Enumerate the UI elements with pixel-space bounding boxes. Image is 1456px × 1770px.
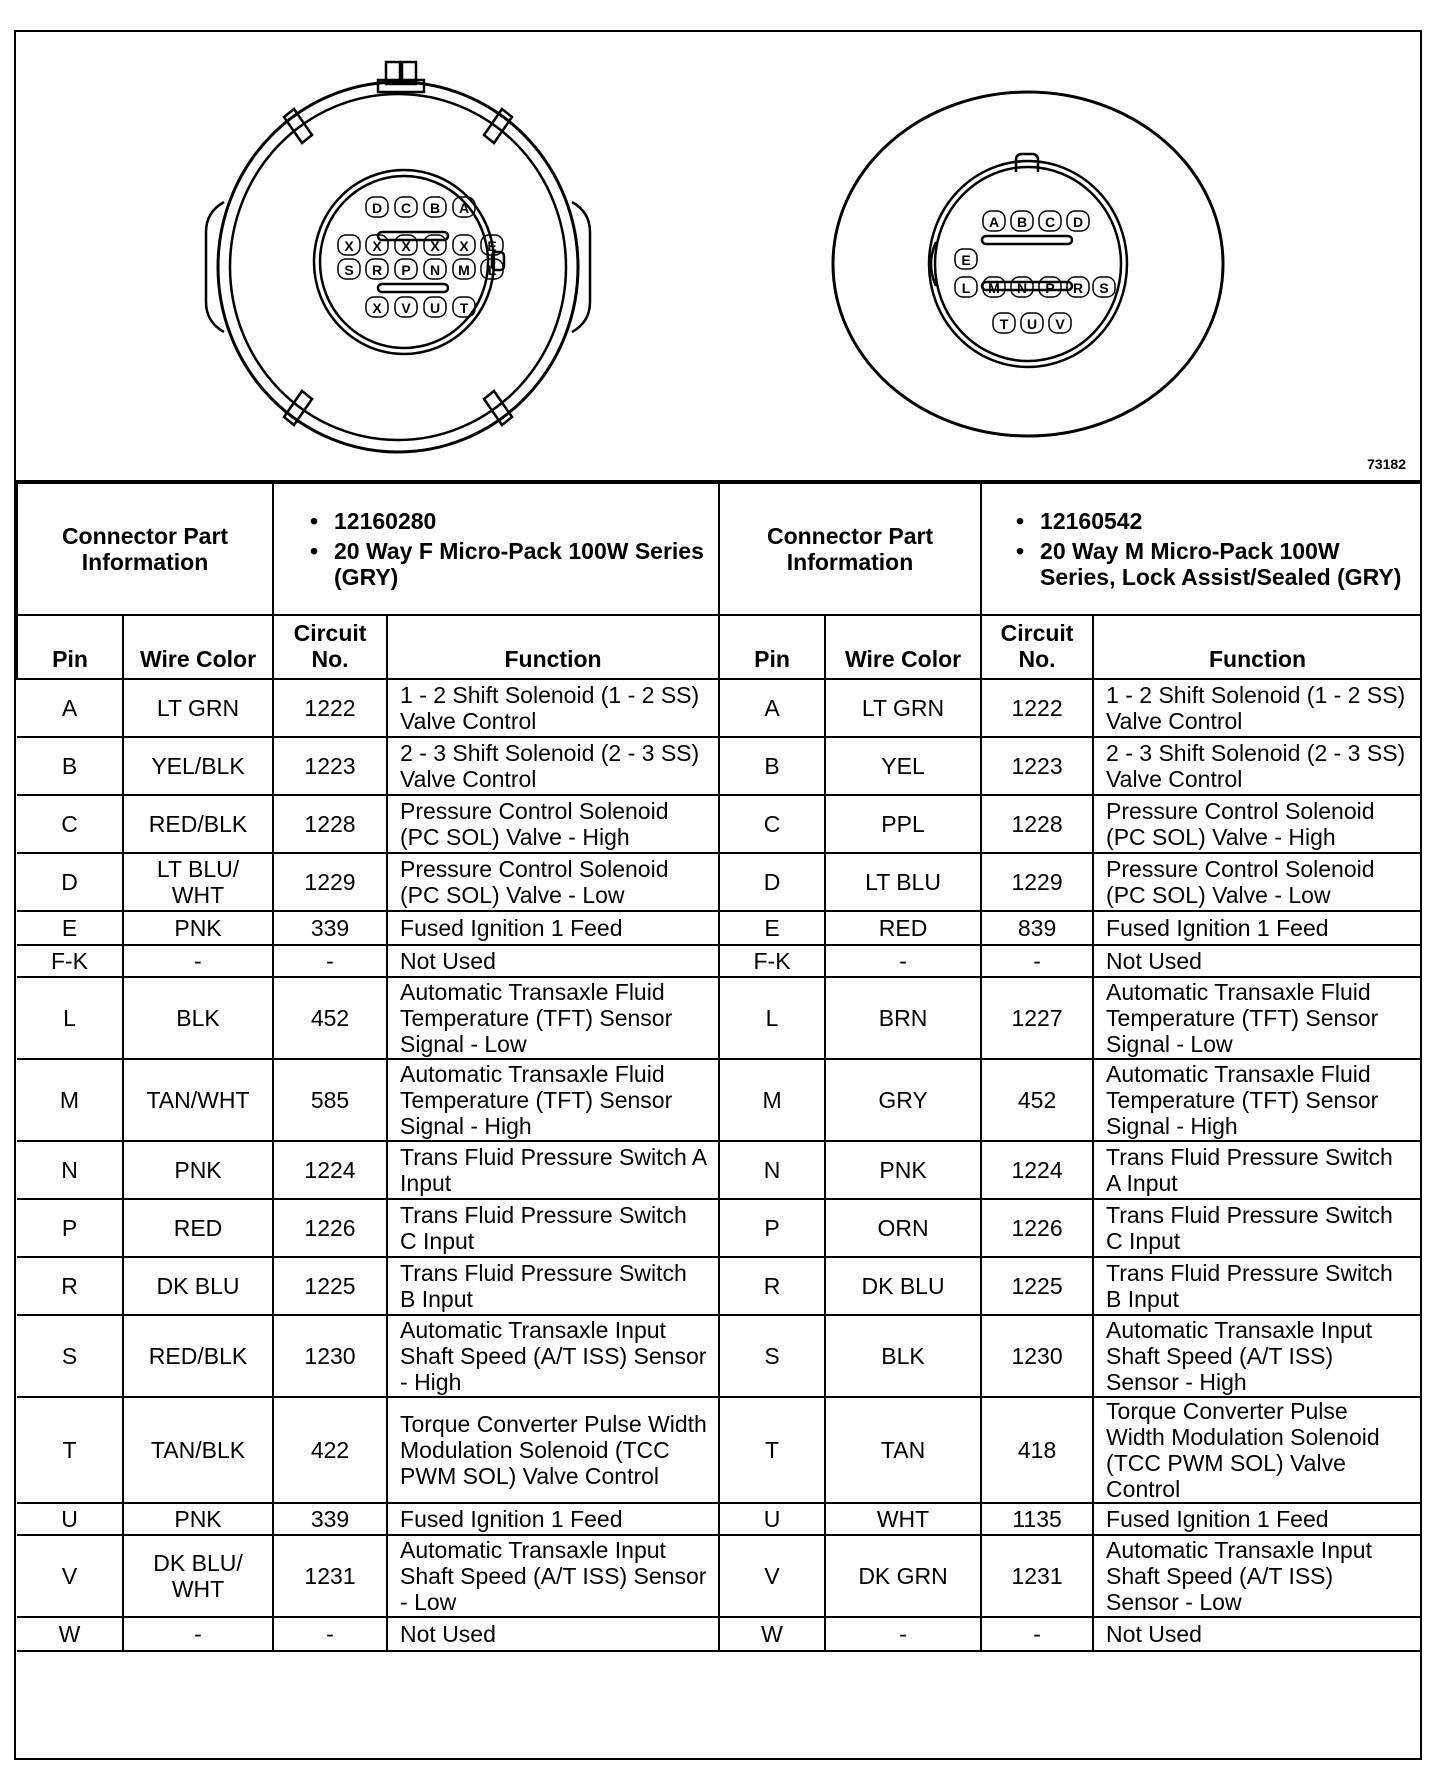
left-circuit-cell: 1223 — [273, 737, 387, 795]
left-wire-color-cell: TAN/WHT — [123, 1059, 273, 1141]
right-pin-13 — [1049, 313, 1071, 333]
left-part-number: • 12160280 — [310, 508, 708, 534]
left-circuit-cell: - — [273, 945, 387, 977]
right-function-cell: Automatic Transaxle Fluid Temperature (TFT) Sensor Signal - Low — [1093, 977, 1421, 1059]
left-pin-18 — [424, 297, 446, 317]
right-wire-color-cell: BLK — [825, 1315, 981, 1397]
right-circuit-cell: 1226 — [981, 1199, 1093, 1257]
right-pin-cell: B — [719, 737, 825, 795]
right-function-cell: Pressure Control Solenoid (PC SOL) Valve - High — [1093, 795, 1421, 853]
left-pin-17 — [395, 297, 417, 317]
right-circuit-cell: 839 — [981, 911, 1093, 945]
right-pin-4 — [955, 249, 977, 269]
left-pin-cell: L — [17, 977, 123, 1059]
svg-text:X: X — [344, 238, 354, 254]
right-pin-cell: D — [719, 853, 825, 911]
table-row — [17, 1257, 1421, 1315]
left-part-label: Connector Part Information — [17, 483, 273, 615]
left-function-cell: 1 - 2 Shift Solenoid (1 - 2 SS) Valve Control — [387, 679, 719, 737]
left-circuit-cell: 422 — [273, 1397, 387, 1503]
svg-text:U: U — [1026, 316, 1038, 332]
svg-text:X: X — [372, 300, 382, 316]
left-circuit-cell: 1222 — [273, 679, 387, 737]
svg-text:T: T — [999, 316, 1009, 332]
left-wire-color-header: Wire Color — [123, 615, 273, 679]
figure-number: 73182 — [1367, 456, 1406, 472]
left-wire-color-cell: PNK — [123, 911, 273, 945]
left-pin-4 — [338, 235, 360, 255]
table-row — [17, 911, 1421, 945]
right-circuit-cell: 418 — [981, 1397, 1093, 1503]
left-wire-color-cell: DK BLU — [123, 1257, 273, 1315]
right-pin-8 — [1039, 277, 1061, 297]
left-pin-cell: P — [17, 1199, 123, 1257]
left-pin-cell: B — [17, 737, 123, 795]
svg-text:A: A — [988, 214, 1000, 230]
right-circuit-cell: 1224 — [981, 1141, 1093, 1199]
left-wire-color-cell: PNK — [123, 1141, 273, 1199]
right-wire-color-cell: LT GRN — [825, 679, 981, 737]
right-wire-color-cell: TAN — [825, 1397, 981, 1503]
left-connector-pin-cavities — [338, 197, 503, 317]
left-circuit-cell: 339 — [273, 911, 387, 945]
right-circuit-cell: 1231 — [981, 1535, 1093, 1617]
table-row — [17, 1503, 1421, 1535]
left-wire-color-cell: PNK — [123, 1503, 273, 1535]
left-circuit-cell: 1224 — [273, 1141, 387, 1199]
svg-text:L: L — [487, 262, 497, 278]
left-wire-color-cell: - — [123, 945, 273, 977]
right-pin-7 — [1011, 277, 1033, 297]
left-pin-cell: N — [17, 1141, 123, 1199]
svg-text:B: B — [429, 200, 441, 216]
right-pin-cell: R — [719, 1257, 825, 1315]
left-part-info — [273, 483, 719, 615]
left-pin-10 — [338, 259, 360, 279]
svg-text:X: X — [401, 238, 411, 254]
left-circuit-cell: - — [273, 1617, 387, 1651]
svg-text:X: X — [372, 238, 382, 254]
left-pin-cell: D — [17, 853, 123, 911]
right-circuit-cell: 1222 — [981, 679, 1093, 737]
left-pin-11 — [366, 259, 388, 279]
connector-part-info-row — [17, 483, 1421, 615]
right-function-cell: Pressure Control Solenoid (PC SOL) Valve - Low — [1093, 853, 1421, 911]
left-function-cell: Trans Fluid Pressure Switch A Input — [387, 1141, 719, 1199]
right-pin-cell: A — [719, 679, 825, 737]
left-circuit-cell: 1229 — [273, 853, 387, 911]
left-function-cell: Fused Ignition 1 Feed — [387, 1503, 719, 1535]
svg-text:P: P — [401, 262, 411, 278]
left-wire-color-cell: - — [123, 1617, 273, 1651]
left-pin-1 — [395, 197, 417, 217]
left-function-cell: Not Used — [387, 1617, 719, 1651]
table-row — [17, 1535, 1421, 1617]
right-pin-header: Pin — [719, 615, 825, 679]
right-pin-cell: E — [719, 911, 825, 945]
left-function-cell: Automatic Transaxle Fluid Temperature (TFT) Sensor Signal - Low — [387, 977, 719, 1059]
left-function-cell: Trans Fluid Pressure Switch C Input — [387, 1199, 719, 1257]
table-row — [17, 1617, 1421, 1651]
column-header-row — [17, 615, 1421, 679]
left-pin-header: Pin — [17, 615, 123, 679]
left-pin-cell: W — [17, 1617, 123, 1651]
left-pin-8 — [453, 235, 475, 255]
svg-text:P: P — [1045, 280, 1055, 296]
svg-text:S: S — [1099, 280, 1109, 296]
svg-text:R: R — [371, 262, 383, 278]
right-pin-6 — [983, 277, 1005, 297]
left-pin-cell: U — [17, 1503, 123, 1535]
left-function-cell: Pressure Control Solenoid (PC SOL) Valve - Low — [387, 853, 719, 911]
left-pin-cell: A — [17, 679, 123, 737]
left-wire-color-cell: RED — [123, 1199, 273, 1257]
left-circuit-cell: 339 — [273, 1503, 387, 1535]
svg-text:M: M — [988, 280, 1000, 296]
left-pin-5 — [366, 235, 388, 255]
svg-text:L: L — [961, 280, 971, 296]
right-function-cell: Torque Converter Pulse Width Modulation Solenoid (TCC PWM SOL) Valve Control — [1093, 1397, 1421, 1503]
right-function-cell: Automatic Transaxle Fluid Temperature (TFT) Sensor Signal - High — [1093, 1059, 1421, 1141]
right-function-header: Function — [1093, 615, 1421, 679]
right-wire-color-cell: PPL — [825, 795, 981, 853]
left-pin-0 — [366, 197, 388, 217]
table-row — [17, 1315, 1421, 1397]
right-pin-cell: N — [719, 1141, 825, 1199]
table-row — [17, 977, 1421, 1059]
table-row — [17, 679, 1421, 737]
right-function-cell: Automatic Transaxle Input Shaft Speed (A/T ISS) Sensor - High — [1093, 1315, 1421, 1397]
left-wire-color-cell: YEL/BLK — [123, 737, 273, 795]
left-function-cell: Pressure Control Solenoid (PC SOL) Valve - High — [387, 795, 719, 853]
right-function-cell: Automatic Transaxle Input Shaft Speed (A/T ISS) Sensor - Low — [1093, 1535, 1421, 1617]
left-pin-16 — [366, 297, 388, 317]
right-circuit-cell: 1223 — [981, 737, 1093, 795]
right-wire-color-cell: PNK — [825, 1141, 981, 1199]
left-pin-13 — [424, 259, 446, 279]
right-pin-cell: W — [719, 1617, 825, 1651]
right-circuit-cell: 1227 — [981, 977, 1093, 1059]
svg-text:D: D — [1072, 214, 1084, 230]
right-pin-cell: S — [719, 1315, 825, 1397]
right-pin-0 — [983, 211, 1005, 231]
svg-text:B: B — [1016, 214, 1028, 230]
left-circuit-cell: 1230 — [273, 1315, 387, 1397]
right-pin-cell: P — [719, 1199, 825, 1257]
svg-text:D: D — [371, 200, 383, 216]
table-row — [17, 853, 1421, 911]
right-connector-pin-cavities — [955, 211, 1115, 333]
left-circuit-cell: 452 — [273, 977, 387, 1059]
right-pin-cell: V — [719, 1535, 825, 1617]
left-function-cell: Automatic Transaxle Fluid Temperature (TFT) Sensor Signal - High — [387, 1059, 719, 1141]
left-pin-cell: V — [17, 1535, 123, 1617]
left-pin-cell: C — [17, 795, 123, 853]
svg-text:M: M — [458, 262, 470, 278]
right-circuit-cell: 1225 — [981, 1257, 1093, 1315]
left-wire-color-cell: LT BLU/ WHT — [123, 853, 273, 911]
right-circuit-cell: 452 — [981, 1059, 1093, 1141]
right-function-cell: Not Used — [1093, 1617, 1421, 1651]
left-function-cell: Automatic Transaxle Input Shaft Speed (A/T ISS) Sensor - High — [387, 1315, 719, 1397]
right-pin-cell: C — [719, 795, 825, 853]
svg-text:T: T — [459, 300, 469, 316]
left-circuit-cell: 1231 — [273, 1535, 387, 1617]
svg-text:C: C — [400, 200, 412, 216]
svg-text:N: N — [1016, 280, 1028, 296]
left-pin-14 — [453, 259, 475, 279]
left-wire-color-cell: BLK — [123, 977, 273, 1059]
right-pin-12 — [1021, 313, 1043, 333]
left-pin-2 — [424, 197, 446, 217]
svg-text:E: E — [961, 252, 971, 268]
left-pin-cell: E — [17, 911, 123, 945]
right-pin-2 — [1039, 211, 1061, 231]
right-pin-cell: U — [719, 1503, 825, 1535]
left-pin-cell: T — [17, 1397, 123, 1503]
right-pin-cell: F-K — [719, 945, 825, 977]
svg-text:X: X — [430, 238, 440, 254]
left-pin-7 — [424, 235, 446, 255]
table-row — [17, 1141, 1421, 1199]
left-circuit-cell: 1228 — [273, 795, 387, 853]
right-function-cell: Fused Ignition 1 Feed — [1093, 911, 1421, 945]
svg-text:R: R — [1072, 280, 1084, 296]
left-pin-12 — [395, 259, 417, 279]
svg-text:U: U — [429, 300, 441, 316]
left-circuit-cell: 585 — [273, 1059, 387, 1141]
left-function-cell: Torque Converter Pulse Width Modulation Solenoid (TCC PWM SOL) Valve Control — [387, 1397, 719, 1503]
table-row — [17, 1199, 1421, 1257]
left-wire-color-cell: RED/BLK — [123, 1315, 273, 1397]
right-wire-color-cell: DK BLU — [825, 1257, 981, 1315]
left-pin-6 — [395, 235, 417, 255]
svg-text:E: E — [487, 238, 497, 254]
right-function-cell: Trans Fluid Pressure Switch B Input — [1093, 1257, 1421, 1315]
left-wire-color-cell: DK BLU/ WHT — [123, 1535, 273, 1617]
right-function-cell: 2 - 3 Shift Solenoid (2 - 3 SS) Valve Control — [1093, 737, 1421, 795]
right-function-cell: Fused Ignition 1 Feed — [1093, 1503, 1421, 1535]
table-row — [17, 945, 1421, 977]
right-pin-cell: L — [719, 977, 825, 1059]
right-circuit-cell: 1230 — [981, 1315, 1093, 1397]
right-wire-color-header: Wire Color — [825, 615, 981, 679]
right-wire-color-cell: GRY — [825, 1059, 981, 1141]
right-wire-color-cell: YEL — [825, 737, 981, 795]
svg-text:S: S — [344, 262, 354, 278]
left-function-cell: Fused Ignition 1 Feed — [387, 911, 719, 945]
right-function-cell: Trans Fluid Pressure Switch C Input — [1093, 1199, 1421, 1257]
left-function-cell: 2 - 3 Shift Solenoid (2 - 3 SS) Valve Control — [387, 737, 719, 795]
connector-diagram — [16, 32, 1420, 482]
right-wire-color-cell: WHT — [825, 1503, 981, 1535]
left-part-description: • 20 Way F Micro-Pack 100W Series (GRY) — [310, 538, 708, 590]
left-wire-color-cell: TAN/BLK — [123, 1397, 273, 1503]
right-pin-cell: T — [719, 1397, 825, 1503]
table-row — [17, 1059, 1421, 1141]
right-part-description: • 20 Way M Micro-Pack 100W Series, Lock Assist/Sealed (GRY) — [1016, 538, 1411, 590]
left-circuit-cell: 1226 — [273, 1199, 387, 1257]
right-part-info — [981, 483, 1421, 615]
svg-text:A: A — [458, 200, 470, 216]
right-circuit-cell: 1228 — [981, 795, 1093, 853]
right-pin-3 — [1067, 211, 1089, 231]
left-wire-color-cell: RED/BLK — [123, 795, 273, 853]
pinout-table — [16, 482, 1421, 1652]
right-pin-5 — [955, 277, 977, 297]
left-pin-cell: S — [17, 1315, 123, 1397]
left-pin-cell: M — [17, 1059, 123, 1141]
right-wire-color-cell: LT BLU — [825, 853, 981, 911]
left-pin-cell: R — [17, 1257, 123, 1315]
right-wire-color-cell: - — [825, 1617, 981, 1651]
connector-face-drawing — [16, 32, 1420, 480]
left-circuit-header: Circuit No. — [273, 615, 387, 679]
left-wire-color-cell: LT GRN — [123, 679, 273, 737]
left-circuit-cell: 1225 — [273, 1257, 387, 1315]
left-function-header: Function — [387, 615, 719, 679]
table-row — [17, 795, 1421, 853]
right-circuit-header: Circuit No. — [981, 615, 1093, 679]
right-function-cell: 1 - 2 Shift Solenoid (1 - 2 SS) Valve Control — [1093, 679, 1421, 737]
right-pin-11 — [993, 313, 1015, 333]
right-part-number: • 12160542 — [1016, 508, 1411, 534]
right-circuit-cell: 1135 — [981, 1503, 1093, 1535]
right-circuit-cell: - — [981, 945, 1093, 977]
right-wire-color-cell: BRN — [825, 977, 981, 1059]
right-circuit-cell: - — [981, 1617, 1093, 1651]
svg-text:V: V — [1055, 316, 1065, 332]
left-function-cell: Automatic Transaxle Input Shaft Speed (A/T ISS) Sensor - Low — [387, 1535, 719, 1617]
right-pin-1 — [1011, 211, 1033, 231]
svg-text:C: C — [1044, 214, 1056, 230]
right-wire-color-cell: DK GRN — [825, 1535, 981, 1617]
table-row — [17, 737, 1421, 795]
svg-text:X: X — [459, 238, 469, 254]
right-function-cell: Not Used — [1093, 945, 1421, 977]
right-wire-color-cell: - — [825, 945, 981, 977]
table-row — [17, 1397, 1421, 1503]
svg-text:N: N — [429, 262, 441, 278]
right-function-cell: Trans Fluid Pressure Switch A Input — [1093, 1141, 1421, 1199]
right-circuit-cell: 1229 — [981, 853, 1093, 911]
right-pin-9 — [1067, 277, 1089, 297]
left-function-cell: Not Used — [387, 945, 719, 977]
right-wire-color-cell: ORN — [825, 1199, 981, 1257]
svg-text:V: V — [401, 300, 411, 316]
connector-document — [14, 30, 1422, 1760]
left-pin-cell: F-K — [17, 945, 123, 977]
right-wire-color-cell: RED — [825, 911, 981, 945]
left-function-cell: Trans Fluid Pressure Switch B Input — [387, 1257, 719, 1315]
right-part-label: Connector Part Information — [719, 483, 981, 615]
right-pin-10 — [1093, 277, 1115, 297]
right-pin-cell: M — [719, 1059, 825, 1141]
